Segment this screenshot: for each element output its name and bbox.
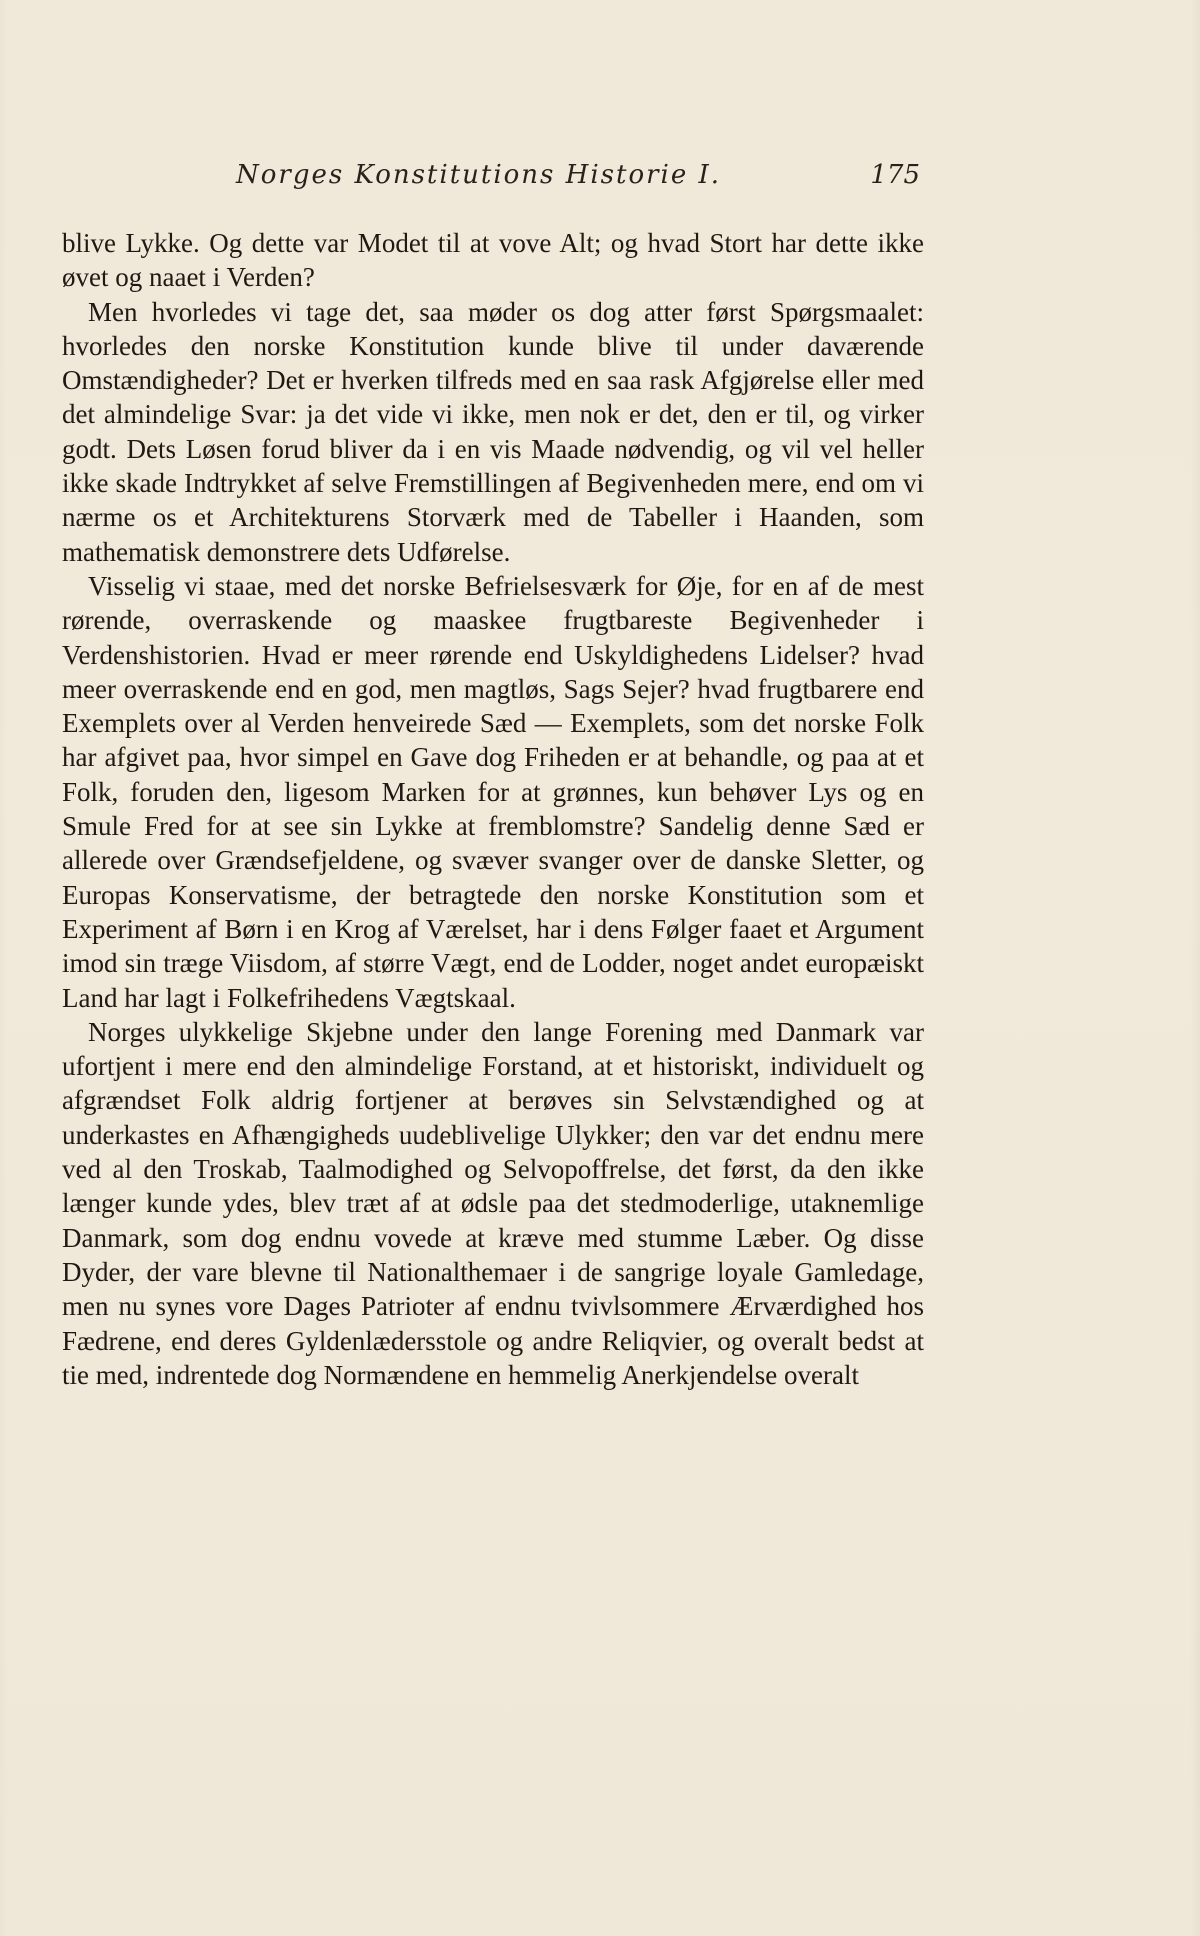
- page-header: [62, 160, 922, 200]
- body-text: [62, 226, 924, 1392]
- paragraph-2: Men hvorledes vi tage det, saa møder os dog atter først Spørgsmaalet: hvorledes den norske Konstitution kunde blive til under daværende Omstændigheder? Det er hverken tilfreds med en saa rask Afgjørelse eller med det almindelige Svar: ja det vide vi ikke, men nok er det, den er til, og virker godt. Dets Løsen forud bliver da i en vis Maade nødvendig, og vil vel heller ikke skade Indtrykket af selve Fremstillingen af Begivenheden mere, end om vi nærme os et Architekturens Storværk med de Tabeller i Haanden, som mathematisk demonstrere dets Udførelse.: [62, 296, 924, 567]
- paragraph-1: blive Lykke. Og dette var Modet til at vove Alt; og hvad Stort har dette ikke øvet og naaet i Verden?: [62, 228, 924, 293]
- paragraph-3: Visselig vi staae, med det norske Befrielsesværk for Øje, for en af de mest rørende, overraskende og maaskee frugtbareste Begivenheder i Verdenshistorien. Hvad er meer rørende end Uskyldighedens Lidelser? hvad meer overraskende end en god, men magtløs, Sags Sejer? hvad frugtbarere end Exemplets over al Verden henveirede Sæd — Exemplets, som det norske Folk har afgivet paa, hvor simpel en Gave dog Friheden er at behandle, og paa at et Folk, foruden den, ligesom Marken for at grønnes, kun behøver Lys og en Smule Fred for at see sin Lykke at fremblomstre? Sandelig denne Sæd er allerede over Grændsefjeldene, og svæver svanger over de danske Sletter, og Europas Konservatisme, der betragtede den norske Konstitution som et Experiment af Børn i en Krog af Værelset, har i dens Følger faaet et Argument imod sin træge Viisdom, af større Vægt, end de Lodder, noget andet europæiskt Land har lagt i Folkefrihedens Vægtskaal.: [62, 570, 924, 1013]
- page-number: 175: [870, 160, 920, 190]
- paragraph-4: Norges ulykkelige Skjebne under den lange Forening med Danmark var ufortjent i mere end den almindelige Forstand, at et historiskt, individuelt og afgrændset Folk aldrig fortjener at berøves sin Selvstændighed og at underkastes en Afhængigheds uudeblivelige Ulykker; den var det endnu mere ved al den Troskab, Taalmodighed og Selvopoffrelse, det først, da den ikke længer kunde ydes, blev træt af at ødsle paa det stedmoderlige, utaknemlige Danmark, som dog endnu vovede at kræve med stumme Læber. Og disse Dyder, der vare blevne til Nationalthemaer i de sangrige loyale Gamledage, men nu synes vore Dages Patrioter af endnu tvivlsommere Ærværdighed hos Fædrene, end deres Gyldenlædersstole og andre Reliqvier, og overalt bedst at tie med, indrentede dog Normændene en hemmelig Anerkjendelse overalt: [62, 1016, 924, 1390]
- running-title: Norges Konstitutions Historie I.: [236, 160, 722, 190]
